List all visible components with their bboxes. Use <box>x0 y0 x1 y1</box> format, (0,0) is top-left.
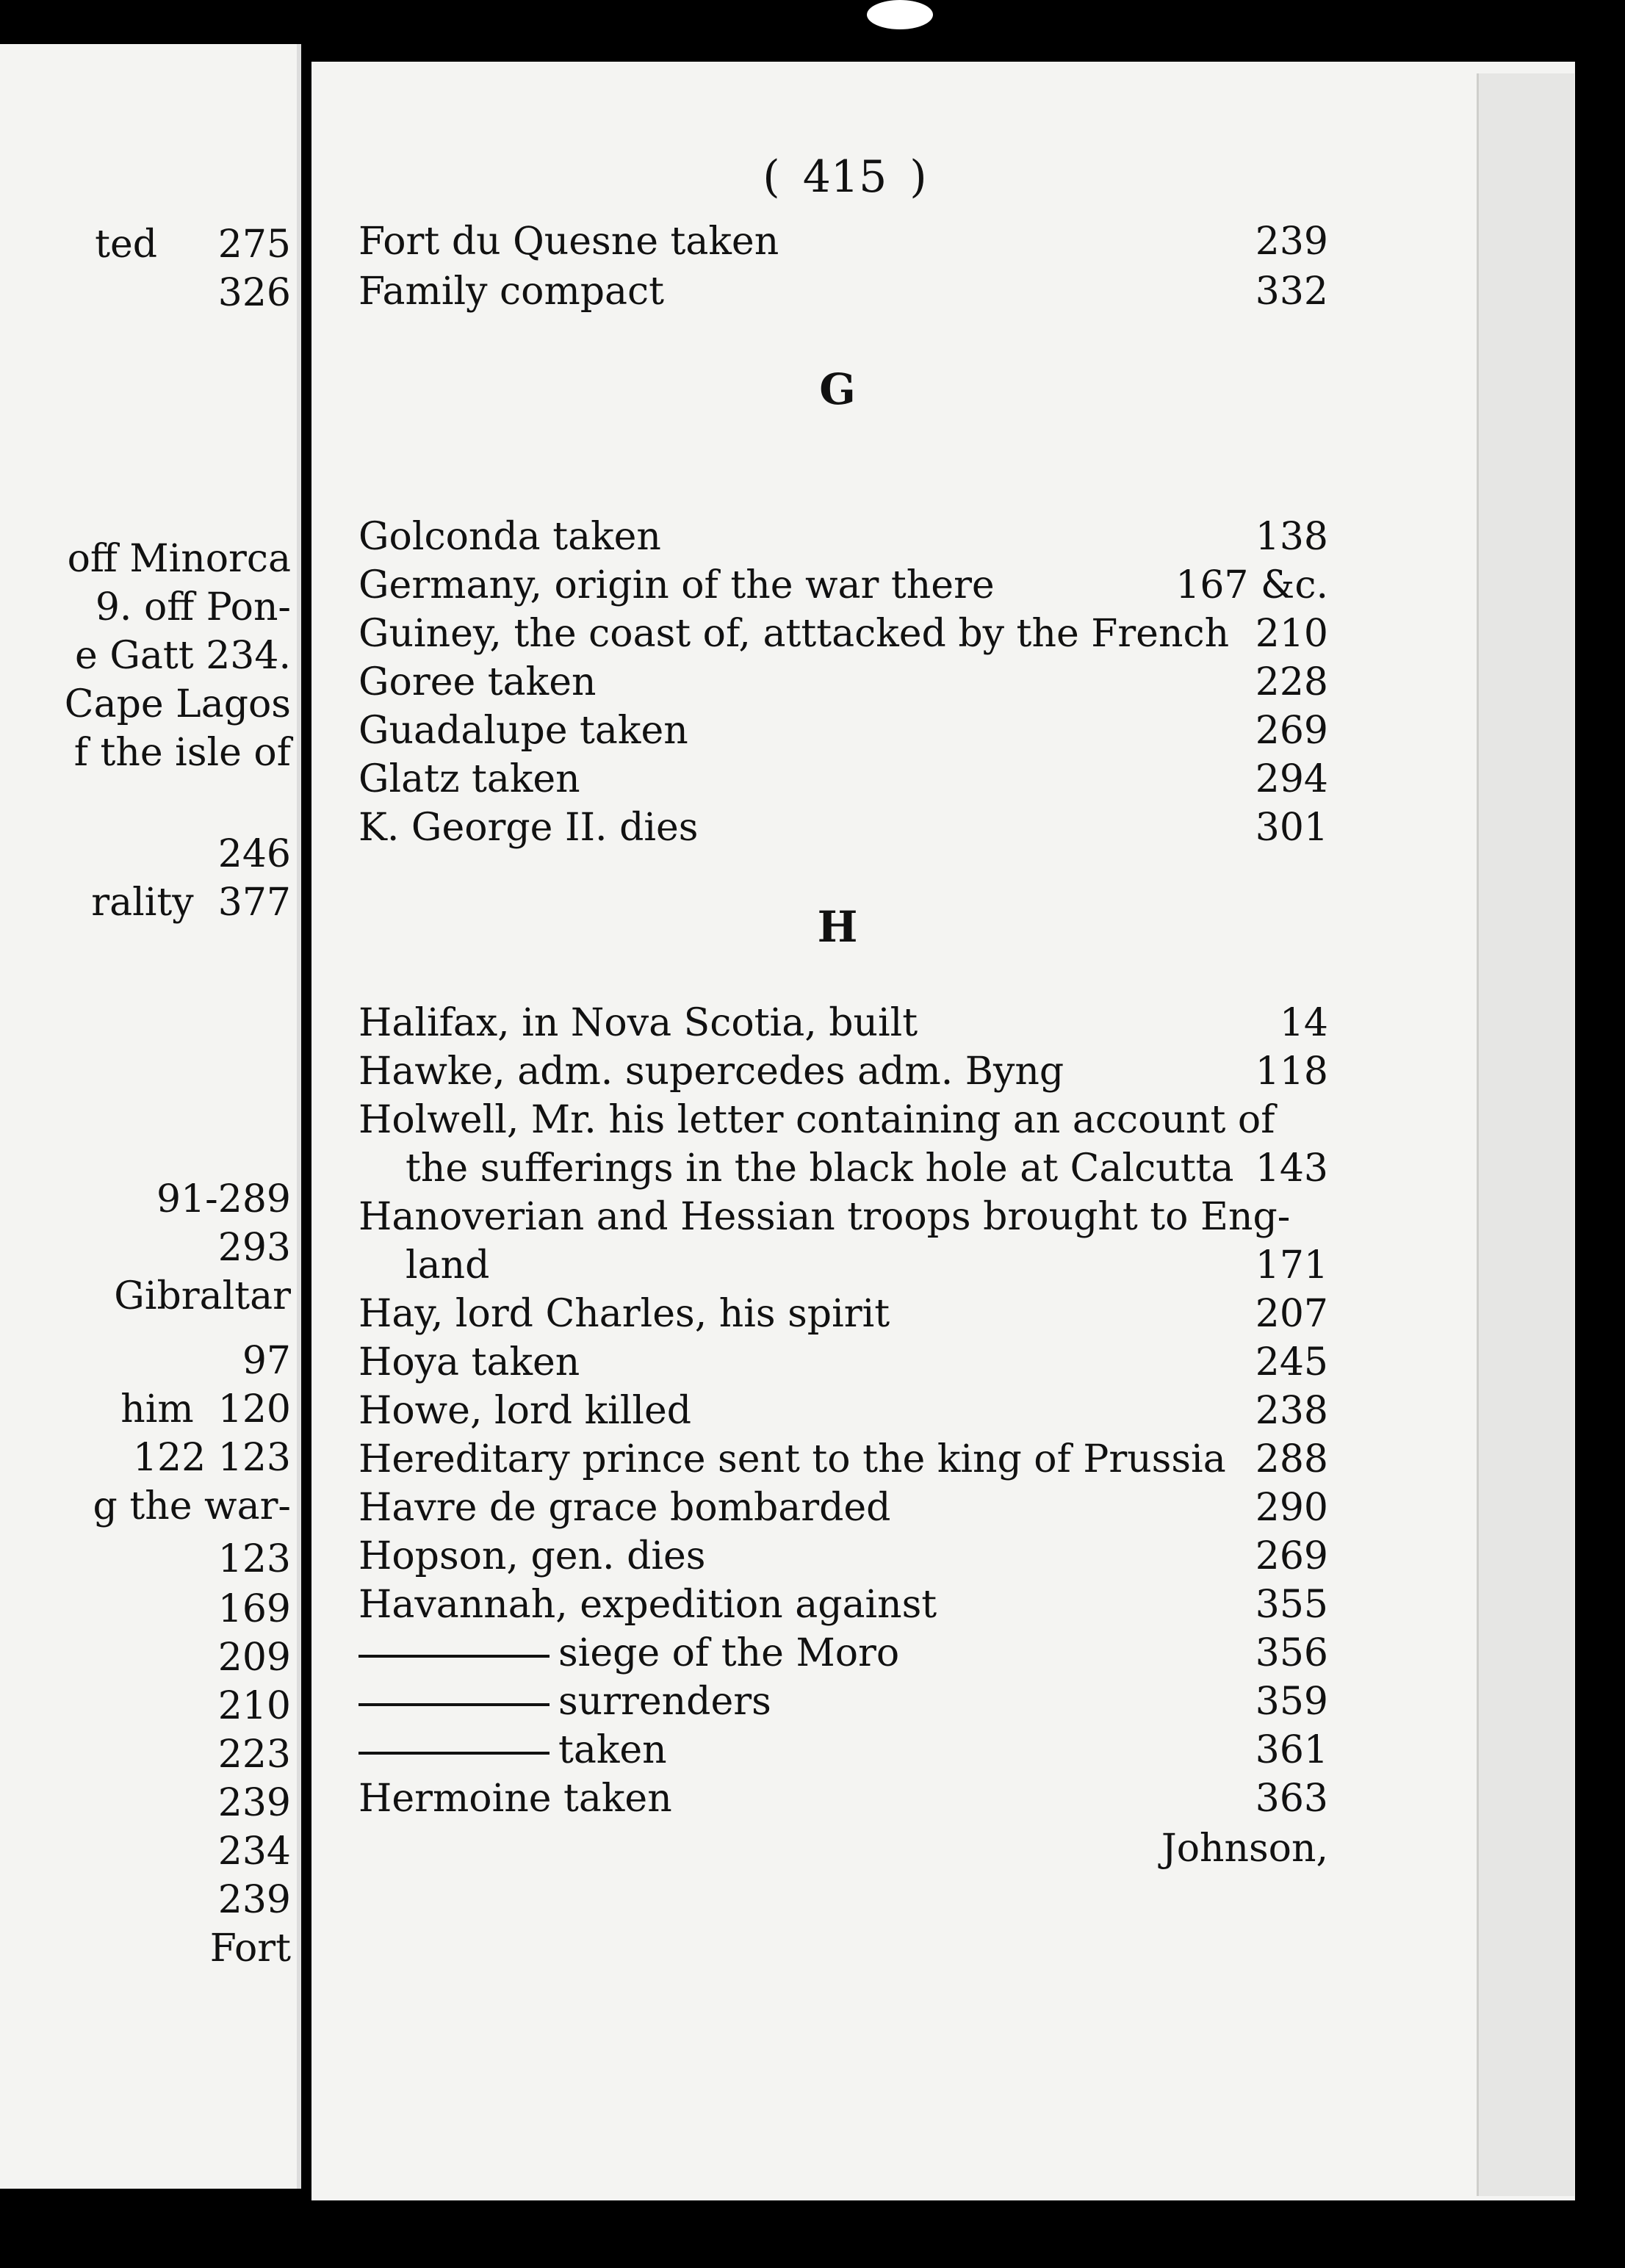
left-line-7: f the isle of <box>73 731 291 775</box>
left-line-18: 169 <box>217 1587 291 1631</box>
top-binding-mark <box>867 0 933 29</box>
page-header <box>749 151 940 203</box>
left-line-19: 209 <box>217 1636 291 1680</box>
left-line-9: rality 377 <box>91 881 291 925</box>
left-line-20: 210 <box>217 1684 291 1728</box>
left-line-1: ted 275 <box>95 223 291 267</box>
left-line-24: 239 <box>217 1878 291 1922</box>
ditto-dash <box>358 1703 550 1706</box>
left-line-2: 326 <box>217 271 291 315</box>
left-line-14: him 120 <box>120 1387 291 1431</box>
left-line-17: 123 <box>217 1537 291 1581</box>
header-close-paren: ) <box>909 151 927 203</box>
scanned-book-spread: ted 275 326 off Minorca 9. off Pon- e Gatt 234. Cape Lagos f the isle of 246 rality 377 91-289 293 Gibraltar 97 him 120 122 123 g the war- 123 169 209 210 223 239 234 239 Fort ( 415 ) Fort du Quesne taken 239 Family compact 332 G Golconda taken 138 Germany, origin of the war there 167 &c. Guiney, the coast of, atttacked by the French 210 Goree taken 228 Guadalupe taken 269 Glatz taken 294 K. George II. dies 301 H Halifax, in Nova Scotia, built 14 Hawke, adm. supercedes adm. Byng 118 Holwell, Mr. his letter containing an account of the sufferings in the black hole at Calcutta 143 Hanoverian and Hessian troops brought to Eng- land 171 Hay, lord Charles, his spirit 207 Hoya taken 245 Howe, lord killed 238 Hereditary prince sent to the king of Prussia 288 Havre de grace bombarded 290 Hopson, gen. dies 269 Havannah, expedition against 355 siege of the Moro 356 surrenders 359 taken 361 Hermoine taken 363 Johnson, <box>0 0 1625 2268</box>
left-line-13: 97 <box>242 1339 291 1383</box>
catchword: Johnson, <box>1161 1827 1328 1871</box>
left-page <box>0 44 301 2189</box>
right-page-edge <box>1477 73 1574 2196</box>
left-line-10: 91-289 <box>156 1177 291 1221</box>
left-line-3: off Minorca <box>67 537 291 581</box>
section-letter-h: H <box>817 902 858 952</box>
left-line-4: 9. off Pon- <box>95 585 291 629</box>
section-letter-g: G <box>819 364 856 414</box>
left-line-11: 293 <box>217 1226 291 1270</box>
left-line-15: 122 123 <box>132 1436 291 1480</box>
ditto-dash <box>358 1752 550 1755</box>
left-line-6: Cape Lagos <box>64 682 291 726</box>
left-line-16: g the war- <box>93 1484 291 1528</box>
left-line-23: 234 <box>217 1830 291 1874</box>
ditto-dash <box>358 1655 550 1658</box>
page-number: 415 <box>802 151 887 203</box>
left-line-12: Gibraltar <box>114 1274 291 1318</box>
left-line-5: e Gatt 234. <box>75 634 291 678</box>
left-line-25: Fort <box>209 1926 291 1971</box>
left-line-22: 239 <box>217 1781 291 1825</box>
header-open-paren: ( <box>763 151 780 203</box>
left-line-8: 246 <box>217 832 291 876</box>
left-line-21: 223 <box>217 1733 291 1777</box>
